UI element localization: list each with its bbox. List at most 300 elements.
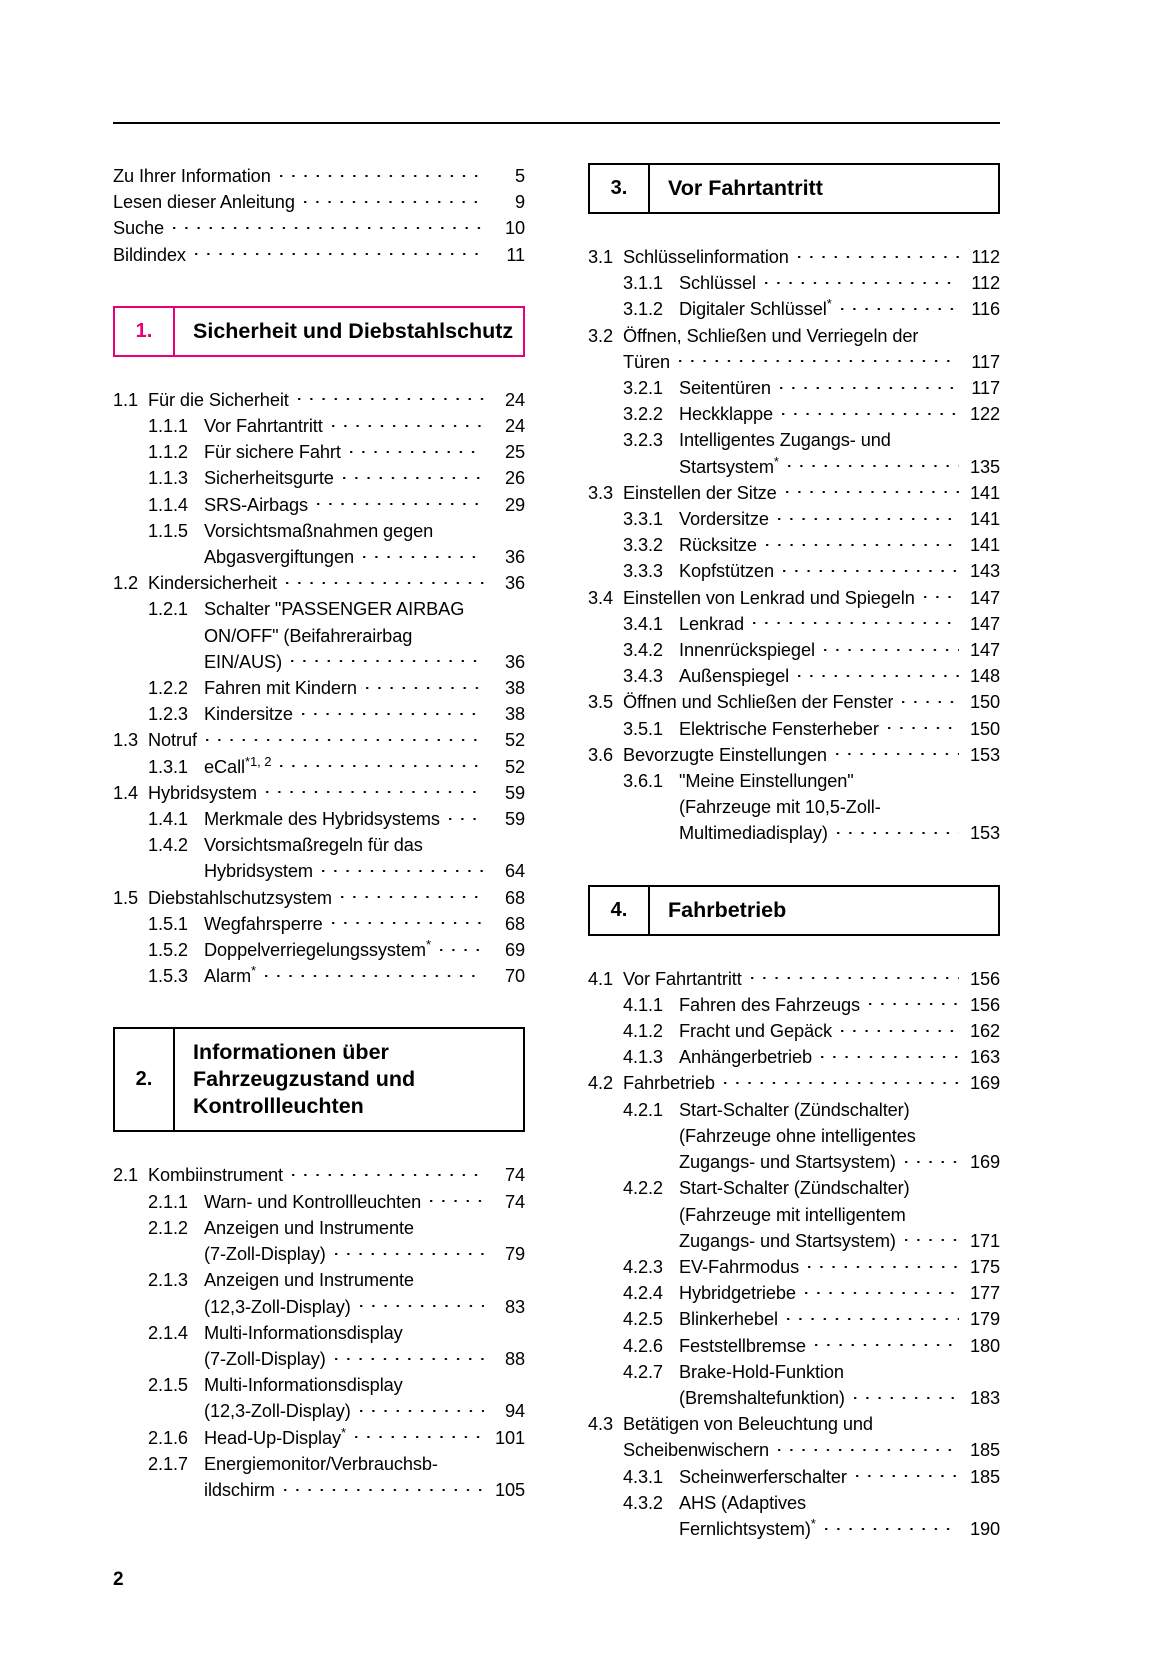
toc-entry-body [623,1070,1000,1096]
toc-entry-body [623,742,1000,768]
toc-entry[interactable] [588,663,1000,689]
toc-entry-line [204,911,525,937]
toc-entry-line [679,1018,1000,1044]
toc-entry-label: (Bremshaltefunktion) [679,1387,845,1408]
toc-page-number: 162 [969,1021,1000,1042]
toc-page-number: 5 [514,166,525,186]
chapter-header-2[interactable] [113,1027,525,1132]
toc-entry[interactable] [588,480,1000,506]
toc-page-number: 148 [969,666,1000,687]
toc-entry-number: 3.4.3 [623,666,663,687]
dot-leader [335,1347,484,1365]
dot-leader [805,1281,959,1299]
toc-entry[interactable] [588,585,1000,611]
dot-leader [335,1242,484,1260]
footnote-marker: * [251,963,256,979]
toc-page-number: 171 [969,1230,1000,1251]
toc-entry-line [204,754,525,780]
toc-entry-label: Kindersicherheit [148,573,277,594]
toc-entry[interactable] [113,911,525,937]
dot-leader [284,1478,484,1496]
toc-entry-line [204,937,525,963]
toc-entry[interactable] [113,413,525,439]
toc-entry[interactable] [588,323,1000,375]
toc-entry-continuation [679,1202,1000,1228]
toc-entry[interactable] [113,1189,525,1215]
toc-entry-body [204,937,525,963]
toc-entry[interactable] [588,1254,1000,1280]
toc-entry-body [148,387,525,413]
toc-entry-body [204,518,525,570]
toc-entry-line [679,1385,1000,1411]
toc-entry-line [679,1516,1000,1542]
toc-entry[interactable] [113,439,525,465]
toc-entry-label: Kopfstützen [679,561,774,582]
left-column [113,163,525,1542]
toc-entry-body [679,427,1000,479]
toc-entry[interactable] [588,1359,1000,1411]
toc-entry-label: Lesen dieser Anleitung [113,192,295,213]
toc-entry-number: 4.3.1 [623,1466,663,1487]
toc-entry-label: Suche [113,218,165,239]
toc-entry[interactable] [113,570,525,596]
toc-page-number: 9 [514,192,525,213]
toc-entry[interactable] [113,492,525,518]
toc-entry[interactable] [588,1097,1000,1176]
toc-entry-number: 4.2.5 [623,1309,663,1330]
dot-leader [841,1019,959,1037]
toc-entry-label: Betätigen von Beleuchtung und [623,1414,873,1435]
toc-entry-line [204,806,525,832]
toc-entry[interactable] [588,1280,1000,1306]
toc-entry-number: 1.1.3 [148,468,188,489]
toc-entry[interactable] [588,1490,1000,1542]
toc-entry-body [679,1490,1000,1542]
toc-entry-body [113,242,525,268]
chapter-header-1[interactable] [113,306,525,357]
toc-entry[interactable] [113,1372,525,1424]
toc-entry-number: 1.1 [113,389,138,410]
dot-leader [173,216,484,234]
toc-entry-number: 1.4.1 [148,809,188,830]
toc-entry-number: 2.1.3 [148,1270,188,1291]
toc-entry-line [623,480,1000,506]
toc-entry[interactable] [588,270,1000,296]
toc-entry-line [679,992,1000,1018]
dot-leader [753,612,959,630]
toc-entry[interactable] [113,806,525,832]
toc-entry-label: Warn- und Kontrollleuchten [204,1191,422,1212]
toc-entry-body [204,832,525,884]
dot-leader [343,466,484,484]
toc-entry[interactable] [588,401,1000,427]
toc-entry-label: Digitaler Schlüssel* [679,296,832,320]
footnote-marker: * [810,1515,816,1531]
toc-entry-number: 3.4.2 [623,640,663,661]
toc-entry[interactable] [588,244,1000,270]
toc-entry-label: Vor Fahrtantritt [204,416,323,437]
toc-entry-line [679,1044,1000,1070]
chapter-3-entries [588,244,1000,847]
toc-entry[interactable] [588,992,1000,1018]
toc-entry-label: Kindersitze [204,704,293,725]
toc-entry-body [679,637,1000,663]
toc-entry[interactable] [113,963,525,989]
toc-entry[interactable] [588,1175,1000,1254]
toc-entry-label: Seitentüren [679,378,771,399]
dot-leader [286,571,484,589]
toc-entry-number: 1.2.2 [148,678,188,699]
toc-page-number: 38 [504,704,525,725]
toc-entry[interactable] [588,296,1000,322]
toc-entry-number: 3.1 [588,247,613,267]
toc-entry[interactable] [588,716,1000,742]
toc-entry[interactable] [588,742,1000,768]
toc-entry-label: (7-Zoll-Display) [204,1348,326,1369]
toc-page-number: 79 [504,1244,525,1265]
toc-entry-line [204,1398,525,1424]
toc-entry-label: Startsystem* [679,453,779,477]
toc-page-number: 36 [504,651,525,672]
chapter-number: 1. [115,308,175,355]
toc-entry-body [204,963,525,989]
front-matter-entry[interactable] [113,163,525,189]
toc-entry-body [148,885,525,911]
toc-entry[interactable] [588,768,1000,847]
toc-entry-body [679,1018,1000,1044]
toc-entry-body [148,727,525,753]
dot-leader [778,1438,959,1456]
toc-entry-label: Vor Fahrtantritt [623,968,742,989]
toc-entry[interactable] [588,1333,1000,1359]
toc-entry-label: SRS-Airbags [204,494,309,515]
dot-leader [856,1465,959,1483]
chapter-header-3[interactable] [588,163,1000,214]
toc-entry-number: 1.1.1 [148,416,188,437]
toc-entry-continuation [204,1320,525,1346]
dot-leader [786,481,959,499]
toc-entry-continuation [679,1359,1000,1385]
toc-entry-body [204,911,525,937]
dot-leader [317,493,484,511]
dot-leader [360,1399,484,1417]
toc-entry-line [679,270,1000,296]
spacer [588,936,1000,966]
toc-entry[interactable] [588,1411,1000,1463]
toc-entry[interactable] [113,675,525,701]
toc-entry-number: 1.5 [113,887,138,908]
toc-entry-label: Fahren mit Kindern [204,678,357,699]
toc-entry-line [623,966,1000,992]
toc-entry-number: 4.2.7 [623,1361,663,1382]
toc-entry[interactable] [113,1320,525,1372]
toc-entry-continuation [204,832,525,858]
toc-entry[interactable] [113,727,525,753]
front-matter-entry[interactable] [113,242,525,268]
toc-entry[interactable] [588,532,1000,558]
toc-entry-label: EIN/AUS) [204,651,283,672]
footnote-marker: * [773,453,779,469]
toc-entry-body [679,716,1000,742]
toc-entry-label: Vordersitze [679,509,769,530]
toc-entry-body [113,215,525,241]
dot-leader [724,1071,959,1089]
toc-entry-body [204,675,525,701]
toc-entry-body [623,244,1000,270]
toc-page-number: 11 [506,244,525,265]
dot-leader [780,376,959,394]
toc-entry-body [679,270,1000,296]
toc-entry-body [679,1333,1000,1359]
toc-entry-number: 3.2.3 [623,430,663,451]
toc-entry-continuation [679,1123,1000,1149]
toc-entry-number: 3.6.1 [623,771,663,792]
toc-entry-body [204,1189,525,1215]
front-matter-entry[interactable] [113,189,525,215]
toc-entry-label: Multi-Informationsdisplay [204,1322,403,1343]
toc-entry-number: 4.2.2 [623,1178,663,1199]
dot-leader [206,728,484,746]
toc-entry[interactable] [588,1044,1000,1070]
toc-entry-continuation [679,794,1000,820]
toc-entry-body [204,1320,525,1372]
toc-entry-continuation [204,1215,525,1241]
toc-entry-label: Doppelverriegelungssystem* [204,937,431,961]
toc-entry-body [679,1254,1000,1280]
toc-entry-number: 1.4.2 [148,835,188,856]
toc-entry-body [113,189,525,215]
toc-entry-line [113,215,525,241]
toc-entry[interactable] [113,937,525,963]
toc-page-number: 183 [969,1387,1000,1408]
toc-entry[interactable] [588,689,1000,715]
toc-entry[interactable] [588,375,1000,401]
toc-entry-line [679,558,1000,584]
toc-entry-body [204,465,525,491]
toc-entry-body [679,611,1000,637]
toc-entry-number: 3.5.1 [623,718,663,739]
toc-entry-body [623,966,1000,992]
dot-leader [798,245,959,263]
toc-page-number: 141 [969,535,1000,556]
toc-entry-line [204,963,525,989]
toc-entry-label: Anhängerbetrieb [679,1047,812,1068]
toc-page-number: 52 [504,756,525,777]
toc-entry[interactable] [113,1425,525,1451]
toc-entry[interactable] [113,701,525,727]
toc-entry[interactable] [113,1451,525,1503]
toc-entry-label: Bevorzugte Einstellungen [623,744,827,765]
toc-entry-continuation [623,1411,1000,1437]
toc-entry-body [679,1044,1000,1070]
toc-page-number: 156 [969,994,1000,1015]
toc-page-number: 177 [969,1283,1000,1304]
toc-entry-body [679,401,1000,427]
toc-entry-continuation [679,1175,1000,1201]
toc-entry-line [623,585,1000,611]
toc-page-number: 116 [971,299,1000,320]
toc-entry[interactable] [113,1162,525,1188]
chapter-2-entries [113,1162,525,1503]
toc-entry[interactable] [113,780,525,806]
toc-columns [113,163,1000,1542]
toc-entry-line [113,242,525,268]
toc-entry-line [623,349,1000,375]
toc-entry[interactable] [588,611,1000,637]
toc-entry[interactable] [113,885,525,911]
toc-entry-body [679,296,1000,322]
dot-leader [841,297,959,315]
toc-page-number: 175 [969,1256,1000,1277]
toc-entry-body [623,480,1000,506]
toc-entry-line [679,611,1000,637]
toc-entry-body [148,570,525,596]
toc-entry-number: 1.4 [113,782,138,803]
toc-page-number: 105 [494,1479,525,1500]
toc-page-number: 70 [504,966,525,987]
toc-entry-label: Merkmale des Hybridsystems [204,809,440,830]
toc-entry[interactable] [113,596,525,675]
toc-entry[interactable] [588,1018,1000,1044]
toc-entry-body [204,1451,525,1503]
toc-entry-label: (12,3-Zoll-Display) [204,1296,351,1317]
toc-entry-body [679,506,1000,532]
toc-entry-number: 3.5 [588,692,613,713]
toc-entry-number: 4.2.6 [623,1335,663,1356]
toc-entry[interactable] [588,1070,1000,1096]
toc-entry-body [204,596,525,675]
toc-entry-label: Intelligentes Zugangs- und [679,430,891,451]
chapter-title: Informationen über Fahrzeugzustand und Kontrollleuchten [193,1040,416,1119]
toc-entry-number: 3.6 [588,744,613,765]
toc-entry-label: Hybridgetriebe [679,1283,796,1304]
toc-page-number: 68 [504,887,525,908]
toc-entry[interactable] [113,754,525,780]
toc-entry[interactable] [113,832,525,884]
chapter-number: 4. [590,887,650,934]
toc-entry-number: 3.1.1 [623,273,663,294]
toc-entry-number: 3.3 [588,482,613,503]
dot-leader [332,414,484,432]
toc-entry-number: 3.2.2 [623,404,663,425]
toc-entry-label: Fracht und Gepäck [679,1021,832,1042]
toc-page-number: 179 [969,1309,1000,1330]
toc-entry-label: Fahrbetrieb [623,1073,715,1094]
dot-leader [788,455,959,473]
toc-entry[interactable] [113,387,525,413]
toc-entry-number: 1.3.1 [148,756,188,777]
toc-entry-number: 1.2.3 [148,704,188,725]
toc-entry-label: Für die Sicherheit [148,389,289,410]
toc-entry-label: Fernlichtsystem)* [679,1515,816,1539]
toc-entry-number: 1.1.4 [148,494,188,515]
toc-entry-label: (7-Zoll-Display) [204,1244,326,1265]
toc-entry-line [679,401,1000,427]
toc-page-number: 117 [971,351,1000,372]
toc-entry-line [679,637,1000,663]
spacer [113,1132,525,1162]
toc-entry-continuation [204,1451,525,1477]
toc-entry[interactable] [113,465,525,491]
dot-leader [350,440,484,458]
toc-entry-label: Anzeigen und Instrumente [204,1217,414,1238]
toc-entry[interactable] [588,966,1000,992]
toc-entry[interactable] [113,1215,525,1267]
toc-page-number: 25 [504,442,525,463]
toc-entry-number: 2.1.1 [148,1191,188,1212]
toc-entry[interactable] [588,558,1000,584]
dot-leader [291,650,484,668]
toc-entry-number: 3.3.1 [623,509,663,530]
toc-entry-label: Zu Ihrer Information [113,166,271,186]
toc-page-number: 147 [969,640,1000,661]
dot-leader [869,993,959,1011]
toc-entry-label: Multimediadisplay) [679,823,828,844]
toc-entry-line [623,244,1000,270]
toc-entry-continuation [679,1097,1000,1123]
toc-entry-number: 4.1.3 [623,1047,663,1068]
chapter-4-entries [588,966,1000,1542]
toc-entry-number: 3.2.1 [623,378,663,399]
toc-entry-label: Einstellen der Sitze [623,482,777,503]
toc-entry-label: Zugangs- und Startsystem) [679,1230,896,1251]
chapter-header-4[interactable] [588,885,1000,936]
toc-entry-number: 2.1.2 [148,1217,188,1238]
toc-entry-line [204,1189,525,1215]
toc-entry-body [679,1280,1000,1306]
toc-entry-line [679,1306,1000,1332]
toc-entry-label: Türen [623,351,671,372]
footer-page-number: 2 [113,1569,124,1590]
toc-entry[interactable] [588,427,1000,479]
toc-entry-label: Feststellbremse [679,1335,806,1356]
toc-entry-body [204,806,525,832]
toc-page-number: 147 [969,613,1000,634]
toc-entry-line [148,387,525,413]
toc-entry-number: 4.2.1 [623,1099,663,1120]
dot-leader [292,1163,484,1181]
dot-leader [798,664,959,682]
toc-entry[interactable] [588,1464,1000,1490]
toc-entry-body [679,1359,1000,1411]
dot-leader [824,638,959,656]
toc-entry-label: Head-Up-Display* [204,1424,346,1448]
right-column [588,163,1000,1542]
toc-entry-body [204,439,525,465]
toc-entry[interactable] [113,518,525,570]
toc-entry[interactable] [588,1306,1000,1332]
toc-entry-label: Start-Schalter (Zündschalter) [679,1099,910,1120]
toc-entry[interactable] [588,637,1000,663]
toc-entry-line [204,465,525,491]
spacer [588,847,1000,885]
toc-entry-label: eCall$^{*1, 2}$ [204,753,272,777]
toc-page-number: 74 [504,1191,525,1212]
toc-entry-number: 3.3.2 [623,535,663,556]
front-matter-entry[interactable] [113,215,525,241]
toc-entry-line [679,1333,1000,1359]
toc-entry-number: 1.5.2 [148,940,188,961]
toc-entry-label: Innenrückspiegel [679,640,815,661]
toc-entry[interactable] [113,1267,525,1319]
toc-entry-label: Alarm* [204,963,256,987]
toc-entry-label: Hybridsystem [204,861,313,882]
toc-entry-line [204,413,525,439]
toc-entry-continuation [204,623,525,649]
dot-leader [836,743,959,761]
toc-entry[interactable] [588,506,1000,532]
toc-entry-number: 4.2.3 [623,1256,663,1277]
